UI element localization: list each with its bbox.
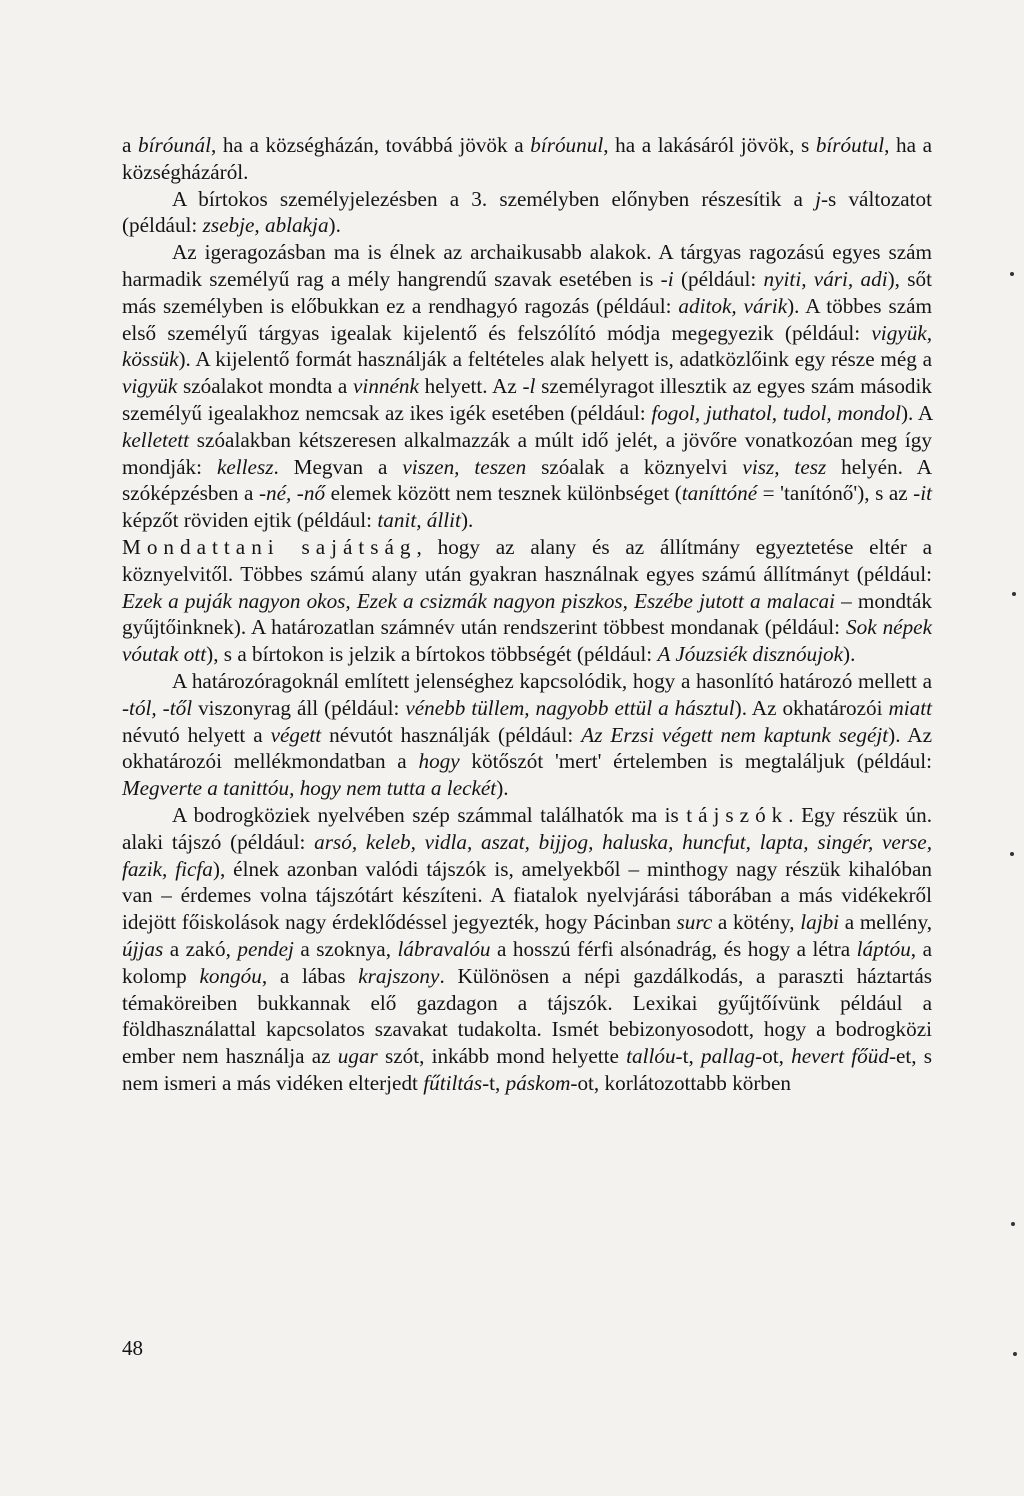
text-run: helyett. Az - — [418, 374, 530, 399]
page-number: 48 — [122, 1336, 143, 1360]
text-run: kötőszót 'mert' értelemben is megtaláljuk (például: — [459, 749, 932, 774]
example-word: viszen, teszen — [402, 454, 527, 479]
example-word: j — [815, 186, 821, 211]
text-run: ). — [460, 508, 474, 533]
text-run: -ot, — [755, 1044, 792, 1069]
example-word: vigyük — [122, 374, 178, 399]
example-word: újjas — [122, 936, 164, 961]
text-run: a — [122, 133, 139, 157]
text-run: -et, s nem ismeri a más vidéken elterjedt — [122, 1044, 933, 1095]
example-word: Ezek a puják nagyon okos, Ezek a csizmák nagyon piszkos, Eszébe jutott a malacai — [122, 588, 835, 613]
text-run: = 'tanítónő'), s az - — [757, 481, 921, 506]
example-word: tallóu — [626, 1044, 676, 1069]
text-run: , ha a községházán, továbbá jövök a — [211, 133, 531, 157]
text-run: . Különösen a népi gazdálkodás, a paraszti háztartás témaköreiben bukkannak elő gazdagon a tájszók. Lexikai gyűjtőívünk például a földhasználattal kapcsolatos szavakat tudakolta. Ismét bebizonyosodott, hogy a bodrogközi ember nem használja az — [122, 963, 932, 1069]
text-run: szót, inkább mond helyette — [377, 1044, 627, 1069]
text-run: a szoknya, — [293, 936, 398, 961]
text-run: ). — [328, 213, 341, 238]
text-run: , ha a lakásáról jövök, s — [603, 133, 816, 157]
text-run: helyén. A szóképzésben a — [122, 454, 932, 506]
example-word: bíróutul — [815, 133, 885, 157]
example-word: hevert főüd — [791, 1044, 889, 1069]
example-word: bíróunál — [138, 133, 212, 157]
example-word: fűtiltás — [423, 1070, 483, 1095]
example-word: taníttóné — [681, 481, 758, 506]
example-word: it — [920, 481, 933, 506]
example-word: vinnénk — [353, 374, 419, 399]
text-run: ). Az okhatározói mellékmondatban a — [122, 722, 933, 774]
example-word: pendej — [237, 936, 294, 961]
text-run: ). A többes szám első személyű tárgyas igealak kijelentő és felszólító módja megegyezik (például: — [122, 293, 932, 345]
text-run: (például: — [673, 266, 764, 291]
text-run: -t, — [675, 1044, 701, 1069]
example-word: -né, -nő — [258, 481, 326, 506]
text-run: ), élnek azonban valódi tájszók is, amelyekből – minthogy nagy részük kihalóban van – érdemes volna tájszótárt készíteni. A fiatalok nyelvjárási táborában a más vidékekről idejött főiskolások nagy érdeklődéssel jegyezték, hogy Pácinban — [122, 856, 932, 935]
text-run: ), sőt más személyben is előbukkan ez a rendhagyó ragozás (például: — [122, 266, 932, 318]
text-run: szóalakban kétszeresen alkalmazzák a múlt idő jelét, a jövőre vonatkozóan meg így mondják: — [122, 427, 932, 479]
example-word: páskom — [505, 1070, 571, 1095]
example-word: -tól, -től — [122, 695, 193, 720]
example-word: ugar — [337, 1044, 378, 1069]
example-word: Az Erzsi végett nem kaptunk segéjt — [581, 722, 889, 747]
text-run: A határozóragoknál említett jelenséghez kapcsolódik, hogy a hasonlító határozó mellett a — [172, 668, 932, 693]
paragraph — [122, 239, 932, 534]
text-run: szóalakot mondta a — [177, 374, 354, 399]
example-word: bíróunul — [530, 133, 604, 157]
text-run: -t, — [482, 1070, 506, 1095]
scan-speck — [1010, 852, 1014, 856]
text-run: névutó helyett a — [122, 722, 271, 747]
text-run: névutót használják (például: — [321, 722, 582, 747]
example-word: kongóu — [199, 963, 262, 988]
text-run: ). A kijelentő formát használják a feltételes alak helyett is, adatközlőink egy része még a — [178, 347, 932, 372]
scan-speck — [1012, 592, 1016, 596]
example-word: surc — [676, 910, 713, 935]
paragraph — [122, 668, 932, 802]
text-run: elemek között nem tesznek különbséget ( — [325, 481, 682, 506]
scan-speck — [1011, 1222, 1015, 1226]
text-run: , ha a községházáról. — [122, 133, 933, 184]
example-word: arsó, keleb, vidla, aszat, bijjog, haluska, huncfut, lapta, singér, verse, fazik, ficfa — [122, 829, 932, 881]
text-run: ). Az okhatározói — [734, 695, 889, 720]
text-run: a mellény, — [839, 910, 932, 935]
example-word: miatt — [888, 695, 932, 720]
text-run: , a kolomp — [122, 936, 932, 988]
text-run: Az igeragozásban ma is élnek az archaikusabb alakok. A tárgyas ragozású egyes szám harmadik személyű rag a mély hangrendű szavak esetében is - — [122, 240, 932, 291]
example-word: Megverte a tanittóu, hogy nem tutta a leckét — [122, 776, 497, 801]
text-run: -ot, korlátozottabb körben — [570, 1070, 792, 1095]
text-run: ). A — [900, 400, 932, 425]
example-word: végett — [270, 722, 322, 747]
text-run: , hogy az alany és az állítmány egyeztetése eltér a köznyelvitől. Többes számú alany után gyakran használnak egyes számú állítmányt (például: — [122, 534, 932, 586]
example-word: pallag — [700, 1044, 756, 1069]
page-body — [122, 132, 932, 1097]
paragraph — [122, 132, 932, 186]
text-run: – mondták gyűjtőinknek). A határozatlan számnév után rendszerint többest mondanak (például: — [122, 588, 932, 640]
example-word: kelletett — [122, 427, 190, 452]
text-run: szóalak a köznyelvi — [526, 454, 743, 479]
example-word: nyiti, vári, adi — [763, 266, 888, 291]
example-word: kellesz — [216, 454, 274, 479]
text-run: . Egy részük ún. alaki tájszó (például: — [122, 802, 932, 854]
text-run: viszonyrag áll (például: — [192, 695, 406, 720]
example-word: fogol, juthatol, tudol, mondol — [651, 400, 901, 425]
example-word: lajbi — [800, 910, 840, 935]
example-word: vigyük, kössük — [122, 320, 932, 372]
paragraph — [122, 534, 932, 668]
example-word: lábravalóu — [397, 936, 491, 961]
paragraph — [122, 802, 932, 1097]
example-word: A Jóuzsiék disznóujok — [657, 642, 844, 667]
text-run: ), s a bírtokon is jelzik a bírtokos többségét (például: — [206, 642, 658, 667]
scan-speck — [1013, 1352, 1017, 1356]
text-run: a hosszú férfi alsónadrág, és hogy a létra — [490, 936, 857, 961]
scan-speck — [1010, 272, 1014, 276]
example-word: láptóu — [856, 936, 911, 961]
example-word: hogy — [418, 749, 460, 774]
example-word: vénebb tüllem, nagyobb ettül a hásztul — [405, 695, 735, 720]
text-run: , a lábas — [261, 963, 359, 988]
example-word: i — [667, 266, 674, 291]
example-word: Sok népek vóutak ott — [122, 615, 932, 667]
text-run: ). — [496, 776, 509, 801]
text-run: . Megvan a — [273, 454, 403, 479]
example-word: aditok, várik — [678, 293, 788, 318]
text-run: ). — [843, 642, 856, 667]
text-run: a kötény, — [712, 910, 801, 935]
example-word: zsebje, ablakja — [202, 213, 329, 238]
text-run: személyragot illesztik az egyes szám második személyű igealakhoz nemcsak az ikes igék esetében (például: — [122, 374, 932, 425]
paragraph — [122, 186, 932, 240]
text-run: A bodrogköziek nyelvében szép számmal találhatók ma is — [172, 802, 687, 827]
spaced-term: tájszók — [686, 802, 789, 827]
text-run: -s változatot (például: — [122, 186, 933, 238]
text-run: képzőt röviden ejtik (például: — [122, 508, 378, 533]
example-word: visz, tesz — [742, 454, 827, 479]
text-run: a zakó, — [163, 936, 238, 961]
example-word: krajszony — [358, 963, 440, 988]
example-word: l — [529, 374, 536, 399]
example-word: tanit, állit — [377, 508, 461, 533]
text-run: A bírtokos személyjelezésben a 3. személyben előnyben részesítik a — [172, 186, 816, 211]
spaced-term: Mondattani sajátság — [122, 534, 417, 559]
